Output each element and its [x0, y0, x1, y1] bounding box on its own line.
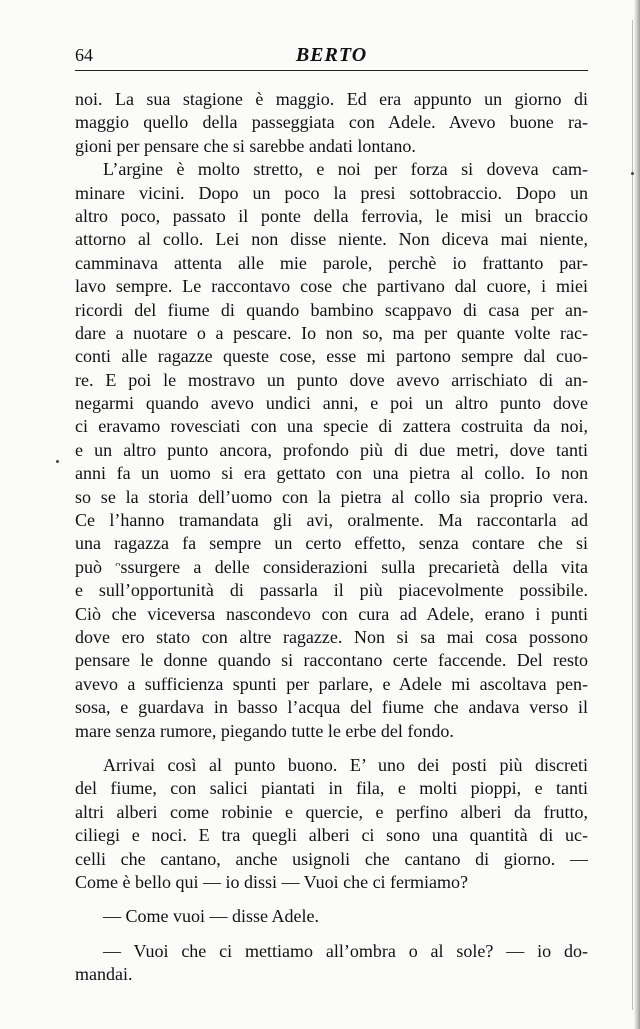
margin-speck: [631, 172, 634, 175]
text-line: altri alberi come robinie e quercie, e perfino alberi da frutto,: [75, 801, 588, 822]
text-line: ricordi del fiume di quando bambino scappavo di casa per an-: [75, 299, 588, 320]
running-title: BERTO: [295, 44, 368, 66]
text-line: negarmi quando avevo undici anni, e poi un altro punto dove: [75, 393, 588, 414]
text-line: celli che cantano, anche usignoli che cantano di giorno. —: [75, 848, 588, 869]
text-line: ci eravamo rovesciati con una specie di zattera costruita da noi,: [75, 416, 588, 437]
text-line: camminava attenta alle mie parole, perchè io frattanto par-: [75, 252, 588, 273]
text-line: gioni per pensare che si sarebbe andati lontano.: [75, 135, 416, 156]
text-line: — Vuoi che ci mettiamo all’ombra o al sole? — io do-: [103, 940, 588, 961]
text-line: maggio quello della passeggiata con Adele. Avevo buone ra-: [75, 112, 588, 133]
text-line: re. E poi le mostravo un punto dove avevo arrischiato di an-: [75, 369, 588, 390]
text-line: e un altro punto ancora, profondo più di due metri, dove tanti: [75, 439, 588, 460]
text-line: può ᵔssurgere a delle considerazioni sulla precarietà della vita: [75, 556, 588, 577]
text-line: — Come vuoi — disse Adele.: [103, 906, 319, 927]
text-line: mandai.: [75, 964, 133, 985]
text-line: Arrivai così al punto buono. E’ uno dei posti più discreti: [103, 754, 588, 775]
page-edge-shadow: [634, 0, 640, 1029]
margin-speck: [56, 460, 59, 463]
text-line: attorno al collo. Lei non disse niente. Non diceva mai niente,: [75, 229, 588, 250]
text-line: lavo sempre. Le raccontavo cose che partivano dal cuore, i miei: [75, 276, 588, 297]
header-rule: [75, 70, 588, 71]
text-line: minare vicini. Dopo un poco la presi sottobraccio. Dopo un: [75, 182, 588, 203]
text-line: Ciò che viceversa nascondevo con cura ad Adele, erano i punti: [75, 603, 588, 624]
text-line: L’argine è molto stretto, e noi per forza si doveva cam-: [103, 159, 588, 180]
page-edge-line: [632, 20, 633, 1010]
text-line: noi. La sua stagione è maggio. Ed era appunto un giorno di: [75, 89, 588, 109]
text-line: ciliegi e noci. E tra quegli alberi ci sono una quantità di uc-: [75, 825, 588, 846]
text-line: avevo a sufficienza spunti per parlare, e Adele mi ascoltava pen-: [75, 673, 588, 694]
text-line: conti alle ragazze queste cose, esse mi partono sempre dal cuo-: [75, 346, 588, 367]
page-header: [75, 44, 588, 72]
text-line: so se la storia dell’uomo con la pietra al collo sia proprio vera.: [75, 486, 588, 507]
page-number: 64: [75, 45, 93, 65]
text-line: sosa, e guardava in basso l’acqua del fiume che andava verso il: [75, 697, 588, 718]
text-line: Come è bello qui — io dissi — Vuoi che ci fermiamo?: [75, 871, 469, 892]
text-line: una ragazza fa sempre un certo effetto, senza contare che si: [75, 533, 588, 554]
text-line: Ce l’hanno tramandata gli avi, oralmente. Ma raccontarla ad: [75, 510, 588, 531]
text-line: altro poco, passato il ponte della ferrovia, le misi un braccio: [75, 205, 588, 226]
text-line: pensare le donne quando si raccontano certe faccende. Del resto: [75, 650, 588, 671]
text-line: e sull’opportunità di passarla il più piacevolmente possibile.: [75, 580, 588, 601]
text-line: dove ero stato con altre ragazze. Non si sa mai cosa possono: [75, 626, 588, 647]
text-line: dare a nuotare o a pescare. Io non so, ma per quante volte rac-: [75, 322, 588, 343]
text-line: del fiume, con salici piantati in fila, e molti pioppi, e tanti: [75, 778, 588, 799]
text-line: mare senza rumore, piegando tutte le erbe del fondo.: [75, 720, 454, 741]
body-text: [75, 88, 588, 986]
text-line: anni fa un uomo si era gettato con una pietra al collo. Io non: [75, 463, 588, 484]
